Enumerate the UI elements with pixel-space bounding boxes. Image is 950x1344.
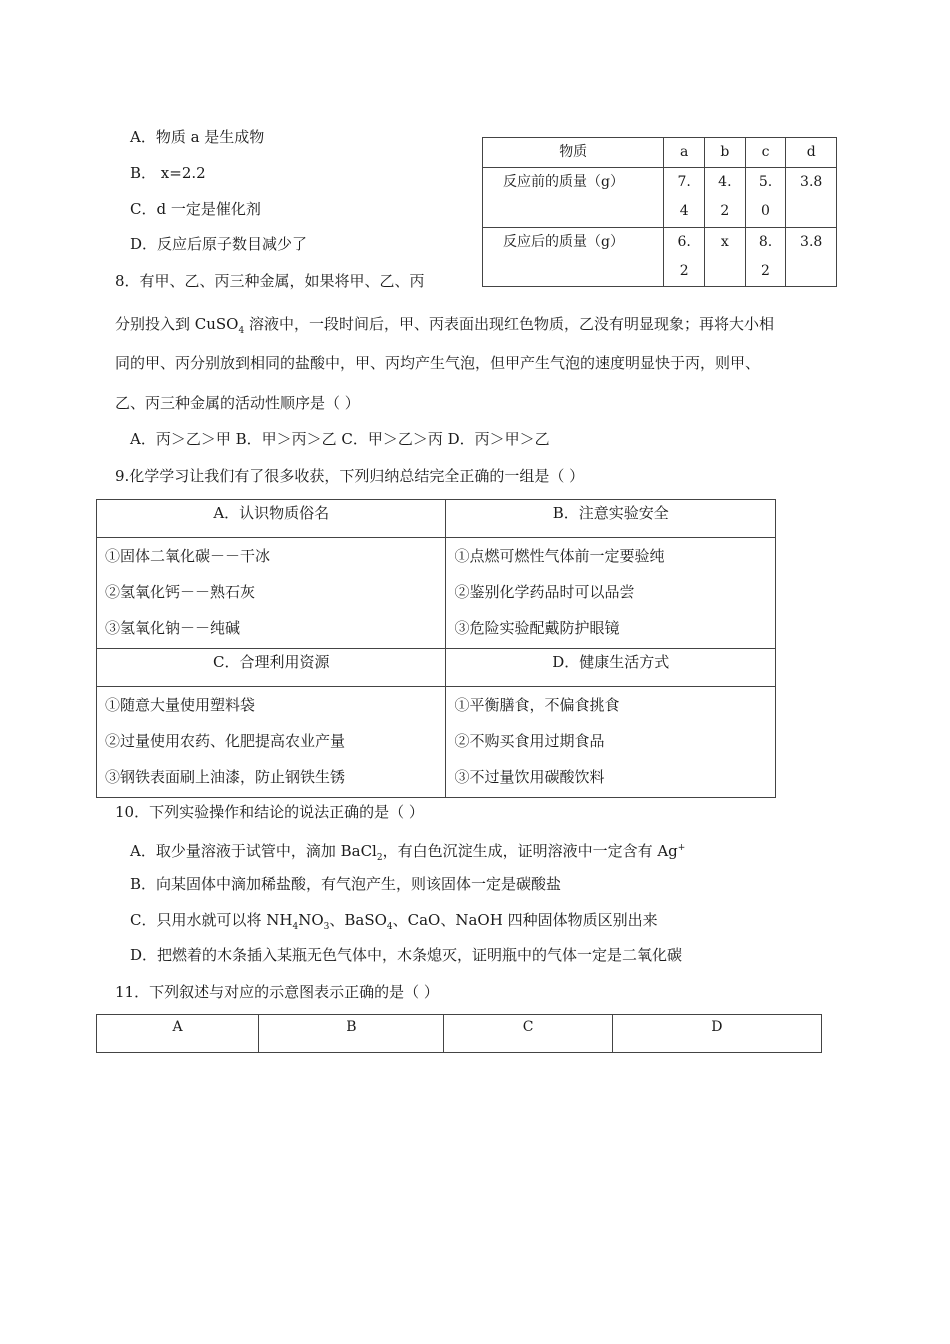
cell-a-item-3: ③氢氧化钠－－纯碱 (105, 619, 241, 637)
cell-b-item-3: ③危险实验配戴防护眼镜 (454, 619, 620, 637)
summary-table (96, 499, 776, 798)
q8-options: A．丙＞乙＞甲 B．甲＞丙＞乙 C．甲＞乙＞丙 D．丙＞甲＞乙 (130, 430, 550, 448)
q10-c-sub-2: 3 (323, 922, 330, 932)
q10-option-a (130, 838, 685, 868)
q10-c-3: 、BaSO (329, 911, 387, 929)
row-before-d: 3.8 (786, 168, 837, 228)
row-before-b (705, 168, 746, 228)
q10-a-sub: 2 (376, 853, 383, 863)
row-before-c-1: 5. (758, 174, 773, 190)
row-after-b: x (705, 228, 746, 287)
row-before-c (745, 168, 786, 228)
q11-stem: 11．下列叙述与对应的示意图表示正确的是（ ） (115, 983, 439, 1001)
row-before-a-1: 7. (677, 174, 691, 190)
diagram-header-d: D (612, 1015, 821, 1053)
q10-a-pre: A．取少量溶液于试管中，滴加 BaCl (130, 842, 377, 860)
row-before-a-2: 4 (679, 203, 689, 219)
mass-table-row-before (483, 168, 837, 228)
q8-line-3: 同的甲、丙分别放到相同的盐酸中，甲、丙均产生气泡，但甲产生气泡的速度明显快于丙，则甲、 (115, 354, 761, 372)
cell-c-item-1: ①随意大量使用塑料袋 (105, 696, 256, 714)
cell-a-title: A．认识物质俗名 (97, 500, 446, 538)
cell-a-items (97, 538, 446, 649)
row-before-a (664, 168, 705, 228)
cell-a-item-1: ①固体二氧化碳－－干冰 (105, 547, 271, 565)
q10-c-sub-1: 4 (292, 922, 299, 932)
row-after-c-2: 2 (761, 263, 770, 279)
q8-line-2 (115, 314, 774, 341)
mass-table-header-substance: 物质 (483, 138, 664, 168)
q10-a-sup: + (677, 843, 686, 853)
q10-c-4: 、CaO、NaOH 四种固体物质区别出来 (392, 911, 658, 929)
mass-table-header (483, 138, 837, 168)
q7-option-a: A．物质 a 是生成物 (130, 128, 265, 146)
cell-d-title: D．健康生活方式 (446, 649, 776, 687)
cell-c-item-2: ②过量使用农药、化肥提高农业产量 (105, 732, 346, 750)
q10-option-b: B．向某固体中滴加稀盐酸，有气泡产生，则该固体一定是碳酸盐 (130, 875, 562, 893)
q7-option-b: B． x=2.2 (130, 164, 206, 182)
mass-table-header-b: b (705, 138, 746, 168)
cell-b-item-2: ②鉴别化学药品时可以品尝 (454, 583, 635, 601)
cell-d-item-2: ②不购买食用过期食品 (454, 732, 605, 750)
cell-c-items (97, 687, 446, 798)
q10-option-c (130, 910, 658, 937)
cell-b-title: B．注意实验安全 (446, 500, 776, 538)
q7-option-d: D．反应后原子数目减少了 (130, 235, 308, 253)
diagram-options-header (97, 1015, 822, 1053)
q8-line-2-post: 溶液中，一段时间后，甲、丙表面出现红色物质，乙没有明显现象；再将大小相 (244, 315, 774, 333)
q10-c-1: C．只用水就可以将 NH (130, 911, 293, 929)
row-before-c-2: 0 (761, 203, 770, 219)
cell-b-items (446, 538, 776, 649)
mass-table (482, 137, 837, 287)
diagram-options-table (96, 1014, 822, 1053)
row-before-label: 反应前的质量（g） (483, 168, 664, 228)
summary-row-2-body (97, 687, 776, 798)
cell-a-item-2: ②氢氧化钙－－熟石灰 (105, 583, 256, 601)
q10-a-mid: ，有白色沉淀生成，证明溶液中一定含有 Ag (382, 842, 678, 860)
mass-table-header-c: c (745, 138, 786, 168)
cell-b-item-1: ①点燃可燃性气体前一定要验纯 (454, 547, 665, 565)
cell-d-items (446, 687, 776, 798)
row-before-b-1: 4. (718, 174, 732, 190)
cell-c-item-3: ③钢铁表面刷上油漆，防止钢铁生锈 (105, 768, 346, 786)
row-after-d: 3.8 (786, 228, 837, 287)
cell-d-item-1: ①平衡膳食，不偏食挑食 (454, 696, 620, 714)
q10-stem: 10．下列实验操作和结论的说法正确的是（ ） (115, 803, 424, 821)
row-after-c (745, 228, 786, 287)
diagram-header-b: B (259, 1015, 444, 1053)
mass-table-header-a: a (664, 138, 705, 168)
row-after-a-2: 2 (679, 263, 689, 279)
q9-stem: 9.化学学习让我们有了很多收获，下列归纳总结完全正确的一组是（ ） (115, 467, 585, 485)
row-after-c-1: 8. (758, 234, 773, 250)
q8-line-4: 乙、丙三种金属的活动性顺序是（ ） (115, 394, 360, 412)
diagram-header-c: C (444, 1015, 612, 1053)
row-after-a (664, 228, 705, 287)
summary-row-1-body (97, 538, 776, 649)
cell-c-title: C．合理利用资源 (97, 649, 446, 687)
q7-option-c: C．d 一定是催化剂 (130, 200, 261, 218)
q8-line-2-sub: 4 (238, 326, 245, 336)
cell-d-item-3: ③不过量饮用碳酸饮料 (454, 768, 605, 786)
mass-table-header-d: d (786, 138, 837, 168)
summary-row-2-header (97, 649, 776, 687)
diagram-header-a: A (97, 1015, 259, 1053)
q8-line-2-pre: 分别投入到 CuSO (115, 315, 239, 333)
row-after-label: 反应后的质量（g） (483, 228, 664, 287)
row-before-b-2: 2 (720, 203, 730, 219)
summary-row-1-header (97, 500, 776, 538)
q10-c-2: NO (298, 911, 324, 929)
q10-c-sub-3: 4 (386, 922, 393, 932)
q10-option-d: D．把燃着的木条插入某瓶无色气体中，木条熄灭，证明瓶中的气体一定是二氧化碳 (130, 946, 683, 964)
row-after-a-1: 6. (677, 234, 691, 250)
q8-line-1: 8．有甲、乙、丙三种金属，如果将甲、乙、丙 (115, 272, 425, 290)
mass-table-row-after (483, 228, 837, 287)
